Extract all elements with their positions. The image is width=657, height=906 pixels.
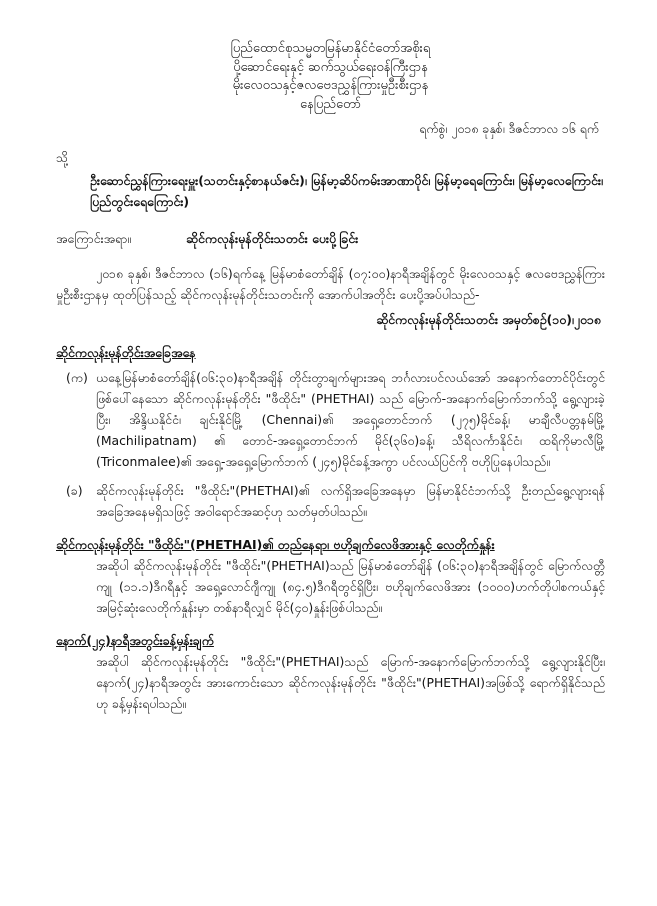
bulletin-number: ဆိုင်ကလုန်းမုန်တိုင်းသတင်း အမှတ်စဉ်(၁၀)၊၂၀၁၈	[376, 312, 601, 327]
recipients: ဦးဆောင်ညွှန်ကြားရေးမှူး(သတင်းနှင့်စာနယ်ဇင်း)၊ မြန်မာ့ဆိပ်ကမ်းအာဏာပိုင်၊ မြန်မာ့ရေကြောင်း၊ မြန်မာ့လေကြောင်း၊ ပြည်တွင်းရေကြောင်း)	[90, 173, 603, 209]
letterhead-city: နေပြည်တော်	[299, 96, 361, 112]
letterhead-government: ပြည်ထောင်စုသမ္မတမြန်မာနိုင်ငံတော်အစိုးရ	[230, 41, 431, 56]
list-item-marker: (ခ)	[66, 483, 83, 498]
list-item-text: ဆိုင်ကလုန်းမုန်တိုင်း "ဖီထိုင်း"(PHETHAI)၏ လက်ရှိအခြေအနေမှာ မြန်မာနိုင်ငံဘက်သို့ ဦးတည်ရွေ့လျားရန် အခြေအနေမရှိသဖြင့် အဝါရောင်အဆင့်ဟု သတ်မှတ်ပါသည်။	[96, 483, 605, 519]
section-title-location: ဆိုင်ကလုန်းမုန်တိုင်း "ဖီထိုင်း"(PHETHAI)၏ တည်နေရာ၊ ဗဟိုချက်လေဖိအားနှင့် လေတိုက်နှုန်း	[56, 537, 495, 552]
forecast-paragraph: အဆိုပါ ဆိုင်ကလုန်းမုန်တိုင်း "ဖီထိုင်း"(PHETHAI)သည် မြောက်-အနောက်မြောက်ဘက်သို့ ရွေ့လျားနိုင်ပြီး၊ နောက်(၂၄)နာရီအတွင်း အားကောင်းသော ဆိုင်ကလုန်းမုန်တိုင်း "ဖီထိုင်း"(PHETHAI)အဖြစ်သို့ ရောက်ရှိနိုင်သည်ဟု ခန့်မှန်းရပါသည်။	[96, 654, 605, 711]
list-item-marker: (က)	[66, 370, 88, 385]
list-item-text: ယနေ့မြန်မာစံတော်ချိန်(၀၆:၃၀)နာရီအချိန် တိုင်းတွာချက်များအရ ဘင်္ဂလားပင်လယ်အော် အနောက်တောင်ပိုင်းတွင် ဖြစ်ပေါ်နေသော ဆိုင်ကလုန်းမုန်တိုင်း "ဖီထိုင်း" (PHETHAI) သည် မြောက်-အနောက်မြောက်ဘက်သို့ ရွေ့လျားခဲ့ပြီး၊ အိန္ဒိယနိုင်ငံ၊ ချင်းနိုင်မြို့ (Chennai)၏ အရှေ့တောင်ဘက် (၂၇၅)မိုင်ခန့်၊ မာချီလီပတ္တနမ်မြို့ (Machilipatnam) ၏ တောင်-အရှေ့တောင်ဘက် မိုင်(၃၆၀)ခန့်၊ သီရိလင်္ကာနိုင်ငံ၊ ထရိကိုမာလီမြို့ (Triconmalee)၏ အရှေ့-အရှေ့မြောက်ဘက် (၂၄၅)မိုင်ခန့်အကွာ ပင်လယ်ပြင်ကို ဗဟိုပြုနေပါသည်။	[96, 370, 605, 469]
letterhead	[56, 40, 605, 114]
subject-label: အကြောင်းအရာ။	[56, 231, 131, 246]
letterhead-ministry: ပို့ဆောင်ရေးနှင့် ဆက်သွယ်ရေးဝန်ကြီးဌာန	[233, 59, 428, 75]
intro-paragraph: ၂၀၁၈ ခုနှစ်၊ ဒီဇင်ဘာလ (၁၆)ရက်နေ့ မြန်မာစံတော်ချိန် (၀၇:၀၀)နာရီအချိန်တွင် မိုးလေဝသနှင့် ဇလဗေဒညွှန်ကြားမှုဦးစီးဌာနမှ ထုတ်ပြန်သည့် ဆိုင်ကလုန်းမုန်တိုင်းသတင်းကို အောက်ပါအတိုင်း ပေးပို့အပ်ပါသည်-	[56, 266, 605, 302]
section-title-forecast: နောက်(၂၄)နာရီအတွင်းခန့်မှန်းချက်	[56, 633, 214, 648]
document-date: ရက်စွဲ၊ ၂၀၁၈ ခုနှစ်၊ ဒီဇင်ဘာလ ၁၆ ရက်	[419, 121, 599, 136]
location-paragraph: အဆိုပါ ဆိုင်ကလုန်းမုန်တိုင်း "ဖီထိုင်း"(PHETHAI)သည် မြန်မာစံတော်ချိန် (၀၆:၃၀)နာရီအချိန်တွင် မြောက်လတ္တီကျု (၁၁.၁)ဒီဂရီနှင့် အရှေ့လောင်ဂျီကျု (၈၄.၅)ဒီဂရီတွင်ရှိပြီး၊ ဗဟိုချက်လေဖိအား (၁၀၀၀)ဟက်တိုပါစကယ်နှင့် အမြင့်ဆုံးလေတိုက်နှုန်းမှာ တစ်နာရီလျှင် မိုင်(၄၀)နှုန်းဖြစ်ပါသည်။	[96, 558, 605, 615]
to-label: သို့	[56, 150, 68, 165]
subject-row	[56, 228, 605, 249]
letterhead-department: မိုးလေဝသနှင့်ဇလဗေဒညွှန်ကြားမှုဦးစီးဌာန	[232, 78, 429, 93]
list-item	[56, 367, 605, 472]
subject-text: ဆိုင်ကလုန်းမုန်တိုင်းသတင်း ပေးပို့ခြင်း	[186, 231, 359, 246]
list-item	[56, 480, 605, 522]
section-title-status: ဆိုင်ကလုန်းမုန်တိုင်းအခြေအနေ	[56, 345, 196, 360]
